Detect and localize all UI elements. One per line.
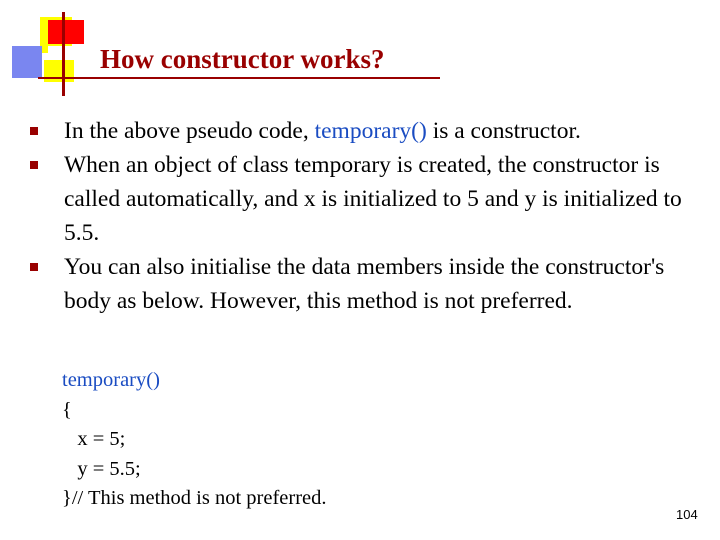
- bullet-item-1: [28, 114, 698, 148]
- code-line-2: {: [62, 398, 72, 421]
- bullet-1-highlight: temporary(): [314, 118, 427, 144]
- decor-vertical-line: [62, 12, 65, 96]
- title-underline: [38, 77, 440, 79]
- code-line-4: y = 5.5;: [62, 457, 141, 480]
- code-line-1: temporary(): [62, 369, 160, 391]
- bullet-1-text-pre: In the above pseudo code,: [64, 118, 315, 144]
- code-line-3: x = 5;: [62, 428, 126, 450]
- logo-square-red: [48, 20, 84, 44]
- square-bullet-icon: [30, 161, 38, 169]
- square-bullet-icon: [30, 263, 38, 271]
- bullet-item-2: [28, 148, 698, 250]
- logo-square-blue: [12, 46, 42, 78]
- logo-square-white: [48, 46, 72, 60]
- page-title: How constructor works?: [100, 44, 385, 74]
- bullet-3-text: You can also initialise the data members inside the constructor's body as below. However, this method is not preferred.: [64, 254, 665, 314]
- code-line-5: }// This method is not preferred.: [62, 487, 327, 509]
- bullet-item-3: [28, 250, 698, 318]
- bullet-2-text: When an object of class temporary is created, the constructor is called automatically, and x is initialized to 5 and y is initialized to 5.5.: [64, 152, 682, 246]
- code-block: [62, 366, 327, 514]
- square-bullet-icon: [30, 127, 38, 135]
- page-number: 104: [676, 507, 698, 522]
- bullet-1-text-post: is a constructor.: [426, 118, 581, 144]
- bullet-list: [28, 114, 698, 318]
